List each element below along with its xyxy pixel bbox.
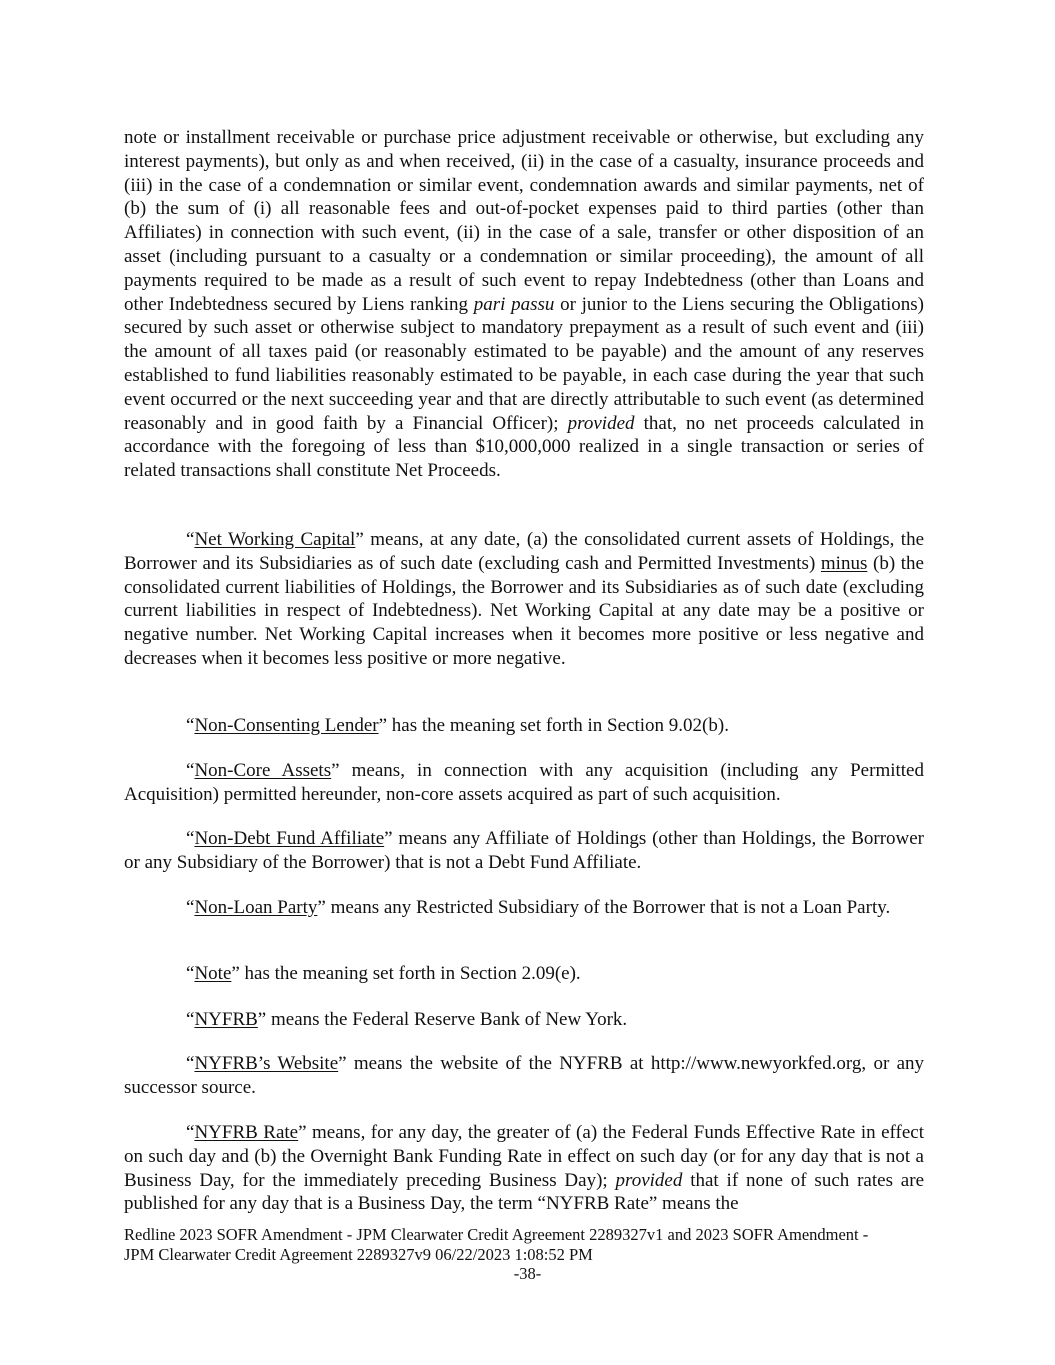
document-footer <box>124 1225 924 1264</box>
defined-term: NYFRB <box>194 1009 258 1030</box>
page-number: -38- <box>513 1264 542 1283</box>
italic-text: provided <box>567 412 635 434</box>
text-run: ” means, at any date, (a) the consolidated current assets of Holdings, the Borrower and its Subsidiaries as of such date (excluding cash and Permitted Investments) <box>124 529 925 574</box>
text-run: ” has the meaning set forth in Section 9.02(b). <box>378 715 729 736</box>
definition-non-consenting-lender <box>124 714 924 738</box>
defined-term: Non-Core Assets <box>194 760 332 781</box>
definition-non-debt-fund-affiliate <box>124 827 924 875</box>
italic-text: pari passu <box>473 293 555 315</box>
defined-term: Non-Loan Party <box>194 897 318 918</box>
text-run: that, no net proceeds calculated in accordance with the foregoing of less than $10,000,000 realized in a single transaction or series of related transactions shall constitute Net Proceeds. <box>124 412 924 482</box>
net-proceeds-continuation-paragraph <box>124 126 924 483</box>
defined-term: Note <box>194 963 232 984</box>
open-quote: “ <box>186 715 195 736</box>
italic-text: provided <box>615 1169 683 1191</box>
text-run: ” means any Restricted Subsidiary of the Borrower that is not a Loan Party. <box>317 897 891 918</box>
open-quote: “ <box>186 1009 195 1030</box>
text-run: that if none of such rates are published for any day that is a Business Day, the term “NYFRB Rate” means the <box>124 1169 924 1215</box>
text-run: or junior to the Liens securing the Obligations) secured by such asset or otherwise subject to mandatory prepayment as a result of such event and (iii) the amount of all taxes paid (or reasonably estimated to be payable) and the amount of any reserves established to fund liabilities reasonably estimated to be payable, in each case during the year that such event occurred or the next succeeding year and that are directly attributable to such event (as determined reasonably and in good faith by a Financial Officer); <box>124 293 924 434</box>
defined-term: Non-Consenting Lender <box>194 715 379 736</box>
text-run: (b) the consolidated current liabilities of Holdings, the Borrower and its Subsidiaries as of such date (excluding current liabilities in respect of Indebtedness). Net Working Capital at any date may be a positive or negative number. Net Working Capital increases when it becomes more positive or less negative and decreases when it becomes less positive or more negative. <box>124 552 924 669</box>
definition-non-core-assets <box>124 759 924 807</box>
open-quote: “ <box>186 828 195 849</box>
underlined-word-minus: minus <box>820 552 868 574</box>
text-run: ” means, in connection with any acquisition (including any Permitted Acquisition) permitted hereunder, non-core assets acquired as part of such acquisition. <box>124 760 924 805</box>
definition-note <box>124 962 924 986</box>
defined-term: Net Working Capital <box>194 529 356 550</box>
open-quote: “ <box>186 529 195 550</box>
defined-term: Non-Debt Fund Affiliate <box>194 828 385 849</box>
open-quote: “ <box>186 1053 195 1074</box>
open-quote: “ <box>186 897 195 918</box>
open-quote: “ <box>186 963 195 984</box>
definition-non-loan-party <box>124 896 924 920</box>
definition-nyfrb-rate <box>124 1121 924 1216</box>
text-run: ” means the website of the NYFRB at http://www.newyorkfed.org, or any successor source. <box>124 1053 924 1098</box>
definition-net-working-capital <box>124 528 924 671</box>
text-run: note or installment receivable or purchase price adjustment receivable or otherwise, but excluding any interest payments), but only as and when received, (ii) in the case of a casualty, insurance proceeds and (iii) in the case of a condemnation or similar event, condemnation awards and similar payments, net of (b) the sum of (i) all reasonable fees and out-of-pocket expenses paid to third parties (other than Affiliates) in connection with such event, (ii) in the case of a sale, transfer or other disposition of an asset (including pursuant to a casualty or a condemnation or similar proceeding), the amount of all payments required to be made as a result of such event to repay Indebtedness (other than Loans and other Indebtedness secured by Liens ranking <box>124 127 924 315</box>
definition-nyfrb <box>124 1008 924 1032</box>
defined-term: NYFRB’s Website <box>194 1053 339 1074</box>
text-run: ” means the Federal Reserve Bank of New York. <box>257 1009 628 1030</box>
defined-term: NYFRB Rate <box>194 1122 299 1143</box>
text-run: ” means any Affiliate of Holdings (other than Holdings, the Borrower or any Subsidiary of the Borrower) that is not a Debt Fund Affiliate. <box>124 828 924 873</box>
footer-line-2: JPM Clearwater Credit Agreement 2289327v9 06/22/2023 1:08:52 PM <box>124 1244 593 1264</box>
definition-nyfrb-website <box>124 1052 924 1100</box>
open-quote: “ <box>186 760 195 781</box>
footer-line-1: Redline 2023 SOFR Amendment - JPM Clearwater Credit Agreement 2289327v1 and 2023 SOFR Amendment - <box>124 1225 869 1244</box>
text-run: ” means, for any day, the greater of (a) the Federal Funds Effective Rate in effect on such day and (b) the Overnight Bank Funding Rate in effect on such day (or for any day that is not a Business Day, for the immediately preceding Business Day); <box>124 1122 924 1191</box>
open-quote: “ <box>186 1122 195 1143</box>
text-run: ” has the meaning set forth in Section 2.09(e). <box>231 963 581 984</box>
